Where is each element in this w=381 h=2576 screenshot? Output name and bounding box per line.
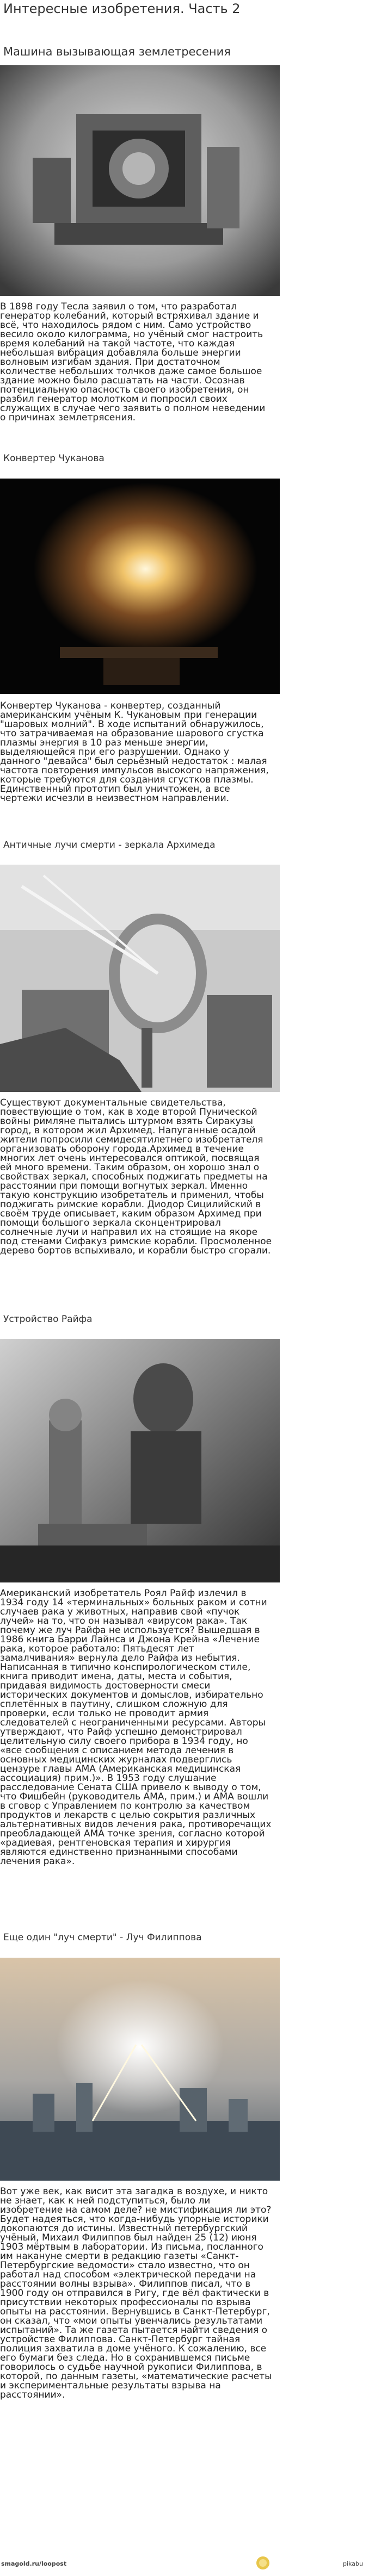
section-paragraph-earthquake-machine: В 1898 году Тесла заявил о том, что разработал генератор колебаний, который встряхивал здание и всё, что находилось рядом с ним. Само устройство весило около килограмма, но учёный смог настроить время колебаний на такой частоте, что каждая небольшая вибрация добавляла больше энергии волновым изгибам здания. При достаточном количестве небольших толчков даже самое большое здание можно было расшатать на части. Осознав потенциальную опасность своего изобретения, он разбил генератор молотком и попросил своих служащих в случае чего заявить о полном неведении о причинах землетрясения. [0, 301, 266, 423]
section-heading-earthquake-machine: Машина вызывающая землетресения [3, 45, 231, 58]
section-heading-rife-device: Устройство Райфа [3, 1314, 93, 1325]
filippov-ray-illustration [0, 1958, 280, 2181]
rife-microscope-photo [0, 1339, 280, 1582]
section-paragraph-archimedes-mirrors: Существуют документальные свидетельства, повествующие о том, как в ходе второй Пунической войны римляне пытались штурмом взять Сиракузы город, в котором жил Архимед. Напуганные осадой жители попросили семидесятилетнего изобретателя организовать оборону города.Архимед в течение многих лет очень интересовался оптикой, посвящая ей много времени. Таким образом, он хорошо знал о свойствах зеркал, способных поджигать предметы на расстоянии при помощи вогнутых зеркал. Именно такую конструкцию изобретатель и применил, чтобы поджигать римские корабли. Диодор Сицилийский в своём труде описывает, каким образом Архимед при помощи большого зеркала сконцентрировал солнечные лучи и направил их на стоящие на якоре под стенами Сифакуз римские корабли. Просмоленное дерево бортов вспыхивало, и корабли быстро сгорали. [0, 1097, 272, 1256]
section-heading-archimedes-mirrors: Античные лучи смерти - зеркала Архимеда [3, 840, 216, 851]
page-title: Интересные изобретения. Часть 2 [3, 1, 241, 16]
archimedes-mirror-engraving [0, 865, 280, 1092]
footer-site-link[interactable]: smagold.ru/loopost [1, 2560, 67, 2567]
footer-brand: pikabu [343, 2560, 363, 2567]
plasma-ball-photo [0, 479, 280, 694]
section-paragraph-chukanov-converter: Конвертер Чуканова - конвертер, созданный американским учёным К. Чукановым при генерации "шаровых молний". В ходе испытаний обнаружилось, что затрачиваемая на образование шарового сгустка плазмы энергия в 10 раз меньше энергии, выделяющейся при его разрушении. Однако у данного "девайса" был серьёзный недостаток : малая частота повторения импульсов высокого напряжения, которые требуются для создания сгустков плазмы. Единственный прототип был уничтожен, а все чертежи исчезли в неизвестном направлении. [0, 700, 269, 804]
section-heading-filippov-ray: Еще один "луч смерти" - Луч Филиппова [3, 1932, 202, 1943]
section-paragraph-filippov-ray: Вот уже век, как висит эта загадка в воздухе, и никто не знает, как к ней подступиться, было ли изобретение на самом деле? не мистификация ли это? Будет надеяться, что когда-нибудь упорные историки докопаются до истины. Известный петербургский учёный, Михаил Филиппов был найден 25 (12) июня 1903 мёртвым в лаборатории. Из письма, посланного им накануне смерти в редакцию газеты «Санкт-Петербургские ведомости» стало известно, что он работал над способом «электрической передачи на расстоянии волны взрыва». Филиппов писал, что в 1900 году он отправился в Ригу, где вёл фактически в присутствии некоторых профессионалы по взрыва опыты на расстоянии. Вернувшись в Санкт-Петербург, он сказал, что «мои опыты увенчались результатами испытаний». Та же газета пытается найти сведения о устройстве Филиппова. Санкт-Петербург тайная полиция захватила в доме учёного. К сожалению, все его бумаги без следа. Но в сохранившемся письме говорилось о судьбе научной рукописи Филиппова, в которой, по данным газеты, «математические расчеты и экспериментальные результаты взрыва на расстоянии». [0, 2186, 272, 2400]
section-paragraph-rife-device: Американский изобретатель Роял Райф излечил в 1934 году 14 «терминальных» больных раком и сотни случаев рака у животных, направив свой «пучок лучей» на то, что он называл «вирусом рака». Так почему же луч Райфа не используется? Вышедшая в 1986 книга Барри Лайнса и Джона Крейна «Лечение рака, которое работало: Пятьдесят лет замалчивания» вернула дело Райфа из небытия. Написанная в типично конспирологическом стиле, книга приводит имена, даты, места и события, придавая видимость достоверности смеси исторических документов и домыслов, избирательно сплетённых в паутину, слишком сложную для проверки, если только не проводит армия следователей с неограниченными ресурсами. Авторы утверждают, что Райф успешно демонстрировал целительную силу своего прибора в 1934 году, но «все сообщения с описанием метода лечения в основных медицинских журналах подверглись цензуре главы АМА (Американская медицинская ассоциация) прим.)». В 1953 году слушание расследование Сената США привело к выводу о том, что Фишбейн (руководитель АМА, прим.) и АМА вошли в сговор с Управлением по контролю за качеством продуктов и лекарств с целью сокрытия различных альтернативных видов лечения рака, противоречащих преобладающей АМА точке зрения, согласно которой «радиевая, рентгеновская терапия и хирургия являются единственно признанными способами лечения рака». [0, 1588, 272, 1867]
section-heading-chukanov-converter: Конвертер Чуканова [3, 453, 105, 464]
tesla-oscillator-photo [0, 65, 280, 296]
pikabu-logo-icon [256, 2556, 270, 2570]
